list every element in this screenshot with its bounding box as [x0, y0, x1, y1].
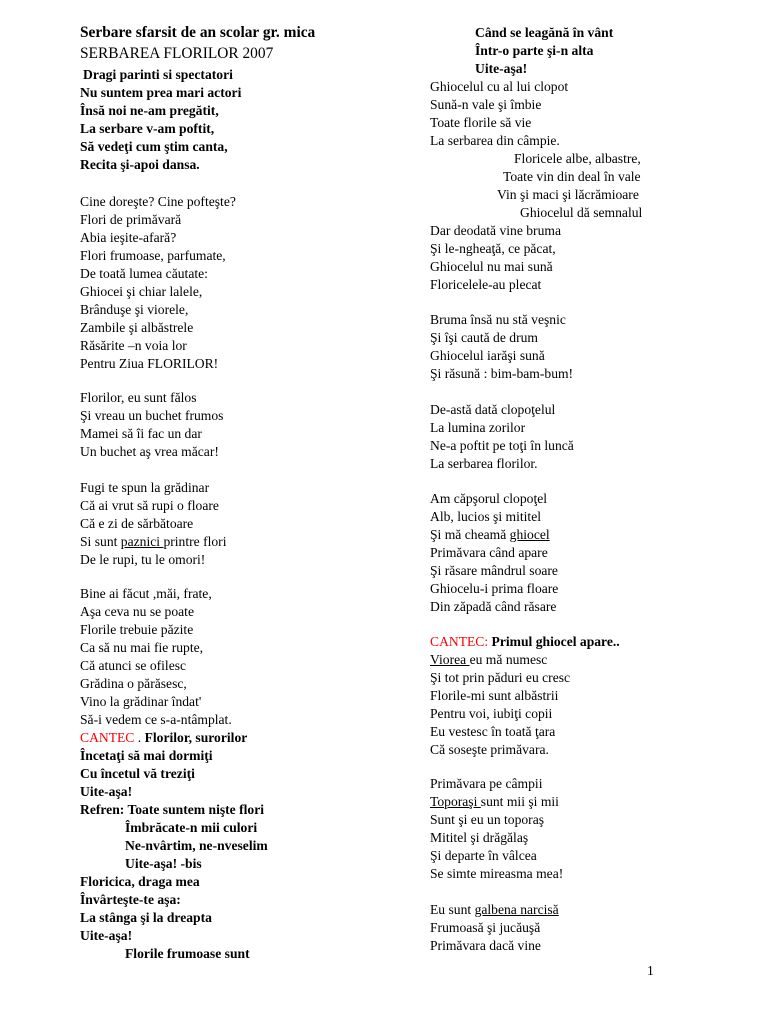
poem-line: La serbare v-am poftit,: [80, 121, 215, 136]
poem-line: Şi tot prin păduri eu cresc: [430, 670, 571, 685]
poem-line: Am căpşorul clopoţel: [430, 491, 548, 506]
poem-line: Uite-aşa!: [80, 784, 133, 799]
poem-line: Flori frumoase, parfumate,: [80, 248, 226, 263]
refrain-line: Uite-aşa! -bis: [125, 856, 202, 871]
song-heading: [80, 729, 247, 747]
poem-line: Toate florile să vie: [430, 115, 532, 130]
poem-line: Recita şi-apoi dansa.: [80, 157, 200, 172]
underlined-word: galbena narcisă: [474, 902, 559, 917]
poem-line: Că ai vrut să rupi o floare: [80, 498, 219, 513]
underlined-word: Viorea: [430, 652, 470, 667]
refrain-line: Refren: Toate suntem nişte flori: [80, 802, 264, 817]
poem-line: Florile-mi sunt albăstrii: [430, 688, 559, 703]
refrain-line: Ne-nvârtim, ne-nveselim: [125, 838, 268, 853]
line-text: eu mă numesc: [469, 652, 548, 667]
song-title: Primul ghiocel apare..: [488, 634, 620, 649]
song-heading: [430, 633, 620, 651]
line-text: printre flori: [163, 534, 227, 549]
line-text: sunt mii şi mii: [480, 794, 559, 809]
poem-line: Primăvara pe câmpii: [430, 776, 543, 791]
poem-line: Pentru Ziua FLORILOR!: [80, 356, 219, 371]
poem-line: Grădina o părăsesc,: [80, 676, 187, 691]
page-number: 1: [647, 963, 654, 978]
poem-line: Sună-n vale şi îmbie: [430, 97, 542, 112]
poem-line: Mititel şi drăgălaş: [430, 830, 529, 845]
poem-line: Şi departe în vâlcea: [430, 848, 537, 863]
song-title: Florilor, surorilor: [144, 730, 248, 745]
underlined-word: Toporaşi: [430, 794, 481, 809]
poem-line: Ca să nu mai fie rupte,: [80, 640, 204, 655]
poem-line: Florile trebuie păzite: [80, 622, 194, 637]
poem-line: Ghiocelul cu al lui clopot: [430, 79, 569, 94]
song-label: CANTEC: [80, 730, 135, 745]
poem-line: Ghiocelul dă semnalul: [520, 205, 643, 220]
poem-line: Brânduşe şi viorele,: [80, 302, 189, 317]
poem-line: Frumoasă şi jucăuşă: [430, 920, 541, 935]
poem-line: Din zăpadă când răsare: [430, 599, 557, 614]
poem-line: [430, 526, 550, 544]
poem-line: La lumina zorilor: [430, 420, 526, 435]
poem-line: [80, 533, 227, 551]
song-separator: .: [134, 730, 145, 745]
poem-line: Flori de primăvară: [80, 212, 182, 227]
poem-line: Ghiocelul iarăşi sună: [430, 348, 545, 363]
poem-line: Toate vin din deal în vale: [503, 169, 641, 184]
poem-line: Să-i vedem ce s-a-ntâmplat.: [80, 712, 232, 727]
poem-line: Să vedeţi cum ştim canta,: [80, 139, 228, 154]
poem-line: [430, 651, 547, 669]
poem-line: Ghiocelu-i prima floare: [430, 581, 559, 596]
line-text: Şi mă cheamă: [430, 527, 510, 542]
poem-line: Şi le-ngheaţă, ce păcat,: [430, 241, 556, 256]
line-text: Si sunt: [80, 534, 121, 549]
document-subtitle: SERBAREA FLORILOR 2007: [80, 45, 274, 62]
poem-line: Floricelele-au plecat: [430, 277, 542, 292]
poem-line: Ne-a poftit pe toţi în luncă: [430, 438, 574, 453]
poem-line: Fugi te spun la grădinar: [80, 480, 210, 495]
poem-line: Florilor, eu sunt fălos: [80, 390, 197, 405]
underlined-word: ghiocel: [509, 527, 550, 542]
poem-line: Floricele albe, albastre,: [514, 151, 641, 166]
poem-line: Şi îşi caută de drum: [430, 330, 538, 345]
poem-line: Bine ai făcut ,măi, frate,: [80, 586, 212, 601]
poem-line: Bruma însă nu stă veşnic: [430, 312, 566, 327]
poem-line: De le rupi, tu le omori!: [80, 552, 206, 567]
poem-line: Nu suntem prea mari actori: [80, 85, 242, 100]
poem-line: La stânga şi la dreapta: [80, 910, 212, 925]
poem-line: Cu încetul vă treziţi: [80, 766, 195, 781]
poem-line: [430, 793, 559, 811]
poem-line: La serbarea florilor.: [430, 456, 538, 471]
poem-line: Vino la grădinar îndat': [80, 694, 202, 709]
poem-line: Aşa ceva nu se poate: [80, 604, 194, 619]
poem-line: Primăvara când apare: [430, 545, 548, 560]
poem-line: Pentru voi, iubiţi copii: [430, 706, 553, 721]
document-title: Serbare sfarsit de an scolar gr. mica: [80, 24, 316, 41]
poem-line: Un buchet aş vrea măcar!: [80, 444, 219, 459]
poem-line: Că soseşte primăvara.: [430, 742, 549, 757]
poem-line: Răsărite –n voia lor: [80, 338, 187, 353]
poem-line: La serbarea din câmpie.: [430, 133, 560, 148]
poem-line: Vin şi maci şi lăcrămioare: [497, 187, 639, 202]
poem-line: Când se leagănă în vânt: [475, 25, 614, 40]
poem-line: Ghiocei şi chiar lalele,: [80, 284, 203, 299]
poem-line: Alb, lucios şi mititel: [430, 509, 542, 524]
poem-line: Însă noi ne-am pregătit,: [80, 103, 219, 118]
song-label: CANTEC:: [430, 634, 489, 649]
line-text: Eu sunt: [430, 902, 475, 917]
poem-line: Învârteşte-te aşa:: [80, 892, 181, 907]
poem-line: [430, 901, 559, 919]
poem-line: Sunt şi eu un toporaş: [430, 812, 545, 827]
poem-line: Floricica, draga mea: [80, 874, 200, 889]
poem-line: Cine doreşte? Cine pofteşte?: [80, 194, 236, 209]
poem-line: Primăvara dacă vine: [430, 938, 541, 953]
poem-line: Mamei să îi fac un dar: [80, 426, 202, 441]
underlined-word: paznici: [120, 534, 164, 549]
poem-line: De toată lumea căutate:: [80, 266, 208, 281]
poem-line: De-astă dată clopoţelul: [430, 402, 556, 417]
poem-line: Dar deodată vine bruma: [430, 223, 561, 238]
poem-line: Uite-aşa!: [80, 928, 133, 943]
poem-line: Şi vreau un buchet frumos: [80, 408, 224, 423]
poem-line: Ghiocelul nu mai sună: [430, 259, 553, 274]
poem-line: Că e zi de sărbătoare: [80, 516, 194, 531]
poem-line: Zambile şi albăstrele: [80, 320, 194, 335]
poem-line: Încetaţi să mai dormiţi: [80, 748, 213, 763]
poem-line: Uite-aşa!: [475, 61, 528, 76]
poem-line: Şi răsună : bim-bam-bum!: [430, 366, 574, 381]
poem-line: Dragi parinti si spectatori: [83, 67, 233, 82]
refrain-line: Îmbrăcate-n mii culori: [125, 820, 258, 835]
poem-line: Florile frumoase sunt: [125, 946, 250, 961]
poem-line: Că atunci se ofilesc: [80, 658, 187, 673]
poem-line: Într-o parte şi-n alta: [475, 43, 594, 58]
poem-line: Şi răsare mândrul soare: [430, 563, 558, 578]
poem-line: Eu vestesc în toată ţara: [430, 724, 556, 739]
poem-line: Se simte mireasma mea!: [430, 866, 564, 881]
poem-line: Abia ieşite-afară?: [80, 230, 177, 245]
